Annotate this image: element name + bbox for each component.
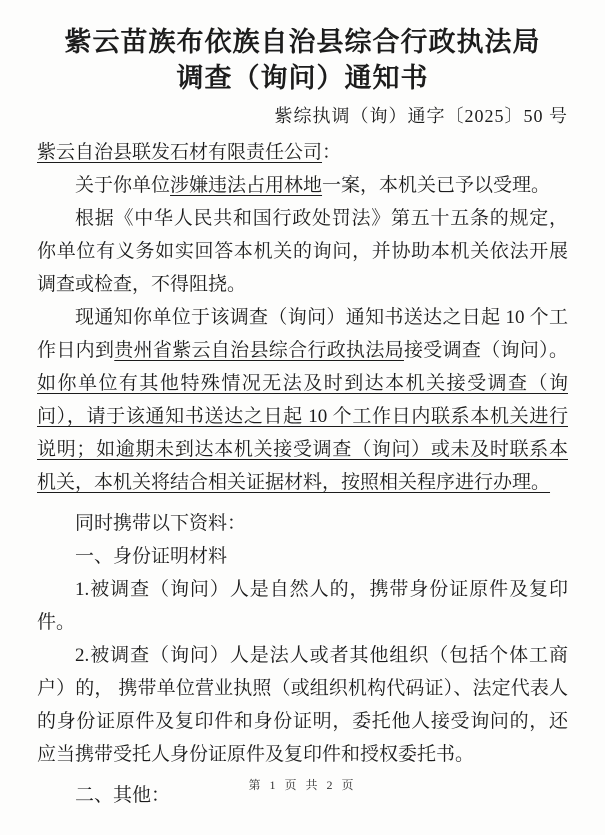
underlined-text: 贵州省紫云自治县综合行政执法局	[114, 340, 404, 361]
paragraph	[37, 639, 568, 771]
text-segment: ：	[322, 142, 342, 163]
underlined-text: 如你单位有其他特殊情况无法及时到达本机关接受调查（询问），请于该通知书送达之日起 10 个工作日内联系本机关进行说明；如逾期未到达本机关接受调查（询问）或未及时联系本机关，本机关将结合相关证据材料，按照相关程序进行办理。	[37, 373, 568, 493]
document-body	[37, 136, 568, 812]
document-number: 紫综执调（询）通字〔2025〕50 号	[274, 106, 568, 126]
text-segment: 1.被调查（询问）人是自然人的，携带身份证原件及复印件。	[37, 579, 568, 633]
paragraph	[37, 301, 568, 499]
text-segment: 一案，本机关已予以受理。	[322, 175, 551, 196]
text-segment: 根据《中华人民共和国行政处罚法》第五十五条的规定，你单位有义务如实回答本机关的询问，并协助本机关依法开展调查或检查，不得阻挠。	[37, 208, 568, 295]
paragraph	[37, 573, 568, 639]
paragraph	[37, 540, 568, 573]
text-segment: 一、身份证明材料	[75, 546, 228, 567]
text-segment: 接受调查（询问）。	[403, 340, 568, 361]
text-segment: 二、其他：	[75, 785, 171, 806]
underlined-text: 紫云自治县联发石材有限责任公司	[37, 142, 323, 163]
text-segment: 同时携带以下资料：	[75, 513, 247, 534]
paragraph	[37, 136, 568, 169]
text-segment: 2.被调查（询问）人是法人或者其他组织（包括个体工商户）的， 携带单位营业执照（或组织机构代码证）、法定代表人的身份证原件及复印件和身份证明，委托他人接受询问的，还应当携带受托人身份证原件及复印件和授权委托书。	[37, 645, 568, 765]
paragraph	[37, 202, 568, 301]
page-footer: 第 1 页 共 2 页	[248, 778, 357, 792]
text-segment: 现通知你单位于该调查（询问）通知书送达之日起 10 个工作日内到	[37, 307, 568, 361]
paragraph	[37, 507, 568, 540]
underlined-text: 涉嫌违法占用林地	[170, 175, 323, 196]
document-title-line2: 调查（询问）通知书	[176, 63, 429, 93]
document-title-line1: 紫云苗族布依族自治县综合行政执法局	[64, 27, 541, 57]
paragraph	[37, 169, 568, 202]
text-segment: 关于你单位	[75, 175, 171, 196]
